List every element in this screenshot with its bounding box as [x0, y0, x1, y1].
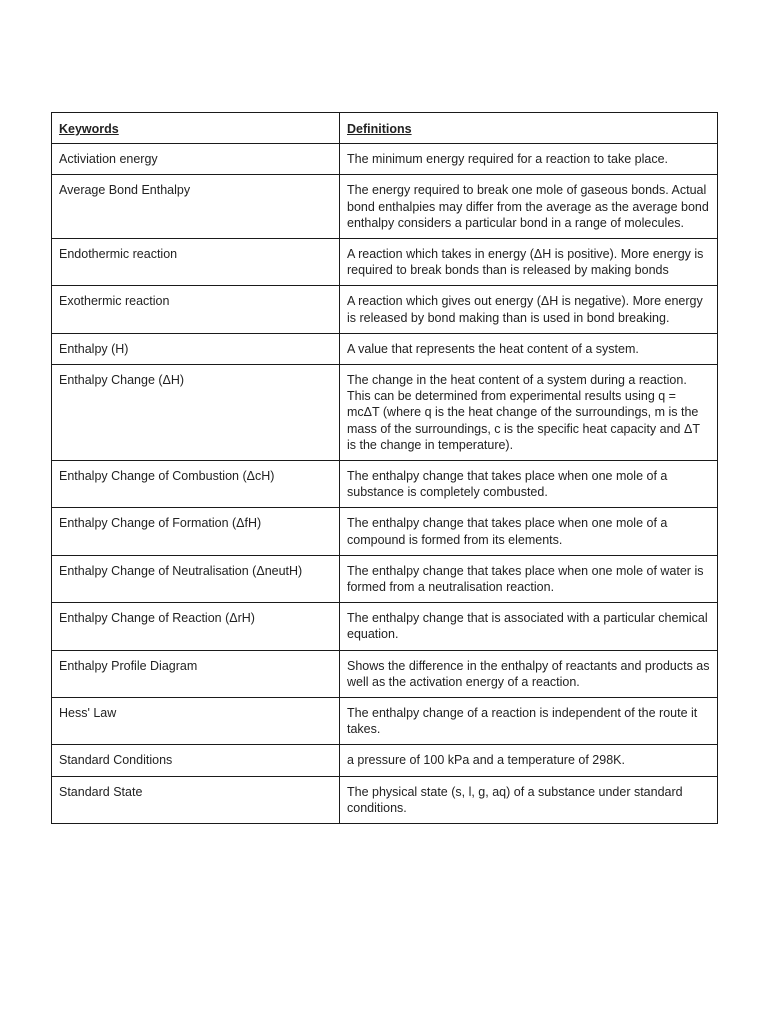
keywords-header: Keywords: [52, 113, 340, 144]
keyword-cell: Average Bond Enthalpy: [52, 175, 340, 239]
keyword-cell: Hess' Law: [52, 698, 340, 745]
table-row: [52, 239, 718, 286]
table-body: [52, 144, 718, 824]
definition-cell: The enthalpy change that takes place when one mole of water is formed from a neutralisation reaction.: [340, 555, 718, 602]
table-row: [52, 365, 718, 461]
definition-cell: A reaction which takes in energy (ΔH is positive). More energy is required to break bonds than is released by making bonds: [340, 239, 718, 286]
keyword-cell: Enthalpy Change of Neutralisation (ΔneutH): [52, 555, 340, 602]
table-row: [52, 175, 718, 239]
table-row: [52, 461, 718, 508]
table-row: [52, 745, 718, 776]
definitions-header: Definitions: [340, 113, 718, 144]
definition-cell: The energy required to break one mole of gaseous bonds. Actual bond enthalpies may differ from the average as the average bond enthalpy considers a particular bond in a range of molecules.: [340, 175, 718, 239]
table-row: [52, 555, 718, 602]
definition-cell: The enthalpy change that takes place when one mole of a substance is completely combusted.: [340, 461, 718, 508]
table-row: [52, 286, 718, 333]
table-row: [52, 603, 718, 650]
keyword-cell: Standard State: [52, 776, 340, 823]
keyword-cell: Activiation energy: [52, 144, 340, 175]
definition-cell: The change in the heat content of a system during a reaction. This can be determined from experimental results using q = mcΔT (where q is the heat change of the surroundings, m is the mass of the surroundings, c is the specific heat capacity and ΔT is the change in temperature).: [340, 365, 718, 461]
definition-cell: The enthalpy change of a reaction is independent of the route it takes.: [340, 698, 718, 745]
definition-cell: A value that represents the heat content of a system.: [340, 333, 718, 364]
definition-cell: The enthalpy change that is associated with a particular chemical equation.: [340, 603, 718, 650]
definition-cell: a pressure of 100 kPa and a temperature of 298K.: [340, 745, 718, 776]
table-row: [52, 650, 718, 697]
keyword-cell: Enthalpy Profile Diagram: [52, 650, 340, 697]
keyword-cell: Enthalpy Change of Formation (ΔfH): [52, 508, 340, 555]
table-row: [52, 508, 718, 555]
table-row: [52, 144, 718, 175]
keyword-cell: Standard Conditions: [52, 745, 340, 776]
keyword-cell: Enthalpy Change of Combustion (ΔcH): [52, 461, 340, 508]
keyword-cell: Exothermic reaction: [52, 286, 340, 333]
table-row: [52, 333, 718, 364]
definition-cell: The enthalpy change that takes place when one mole of a compound is formed from its elements.: [340, 508, 718, 555]
table-row: [52, 776, 718, 823]
header-row: [52, 113, 718, 144]
glossary-table: [51, 112, 718, 824]
keyword-cell: Enthalpy Change of Reaction (ΔrH): [52, 603, 340, 650]
keyword-cell: Enthalpy Change (ΔH): [52, 365, 340, 461]
definition-cell: The physical state (s, l, g, aq) of a substance under standard conditions.: [340, 776, 718, 823]
definition-cell: A reaction which gives out energy (ΔH is negative). More energy is released by bond making than is used in bond breaking.: [340, 286, 718, 333]
table-row: [52, 698, 718, 745]
definition-cell: Shows the difference in the enthalpy of reactants and products as well as the activation energy of a reaction.: [340, 650, 718, 697]
keyword-cell: Enthalpy (H): [52, 333, 340, 364]
keyword-cell: Endothermic reaction: [52, 239, 340, 286]
definition-cell: The minimum energy required for a reaction to take place.: [340, 144, 718, 175]
table-header: [52, 113, 718, 144]
